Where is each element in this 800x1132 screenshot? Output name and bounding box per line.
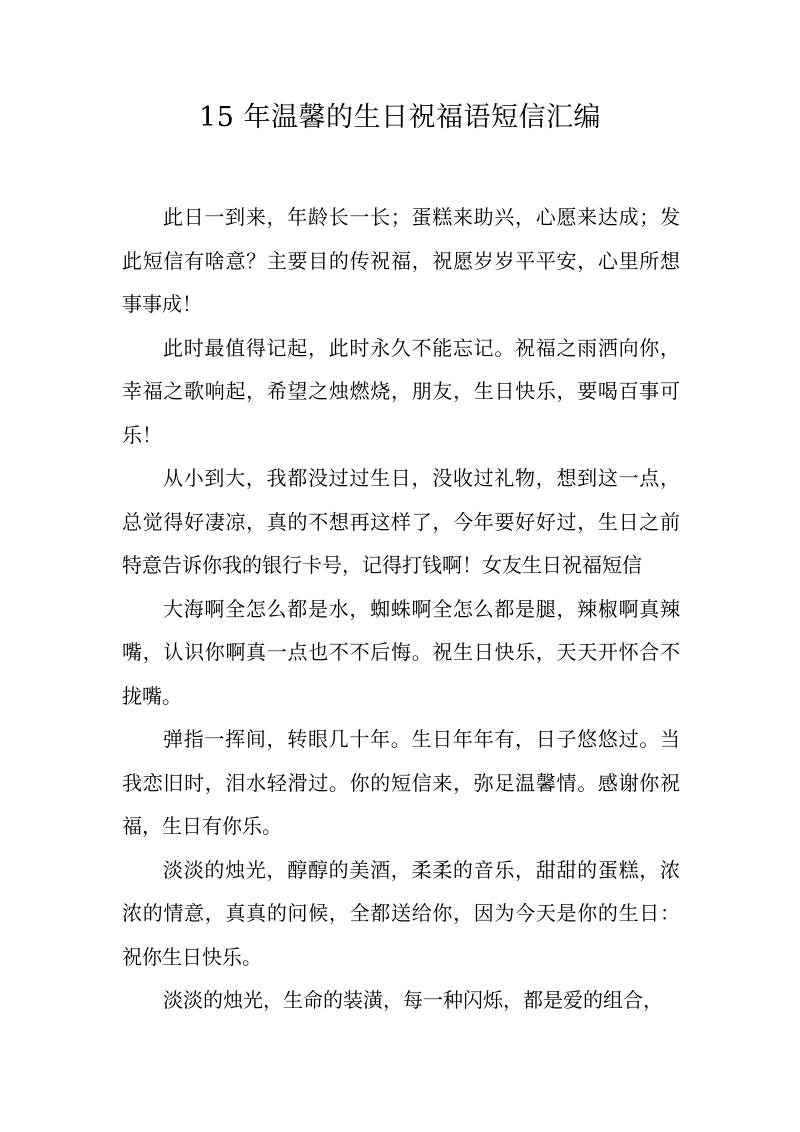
paragraph-2: 此时最值得记起，此时永久不能忘记。祝福之雨洒向你，幸福之歌响起，希望之烛燃烧，朋友，生日快乐，要喝百事可乐！	[122, 335, 680, 447]
paragraph-3: 从小到大，我都没过过生日，没收过礼物，想到这一点，总觉得好凄凉，真的不想再这样了，今年要好好过，生日之前特意告诉你我的银行卡号，记得打钱啊！女友生日祝福短信	[122, 466, 680, 577]
paragraph-5: 弹指一挥间，转眼几十年。生日年年有，日子悠悠过。当我恋旧时，泪水轻滑过。你的短信来，弥足温馨情。感谢你祝福，生日有你乐。	[122, 727, 680, 838]
paragraph-6: 淡淡的烛光，醇醇的美酒，柔柔的音乐，甜甜的蛋糕，浓浓的情意，真真的问候，全都送给你，因为今天是你的生日：祝你生日快乐。	[122, 857, 680, 969]
paragraph-4: 大海啊全怎么都是水，蜘蛛啊全怎么都是腿，辣椒啊真辣嘴，认识你啊真一点也不不后悔。祝生日快乐，天天开怀合不拢嘴。	[122, 596, 680, 708]
page-title: 15 年温馨的生日祝福语短信汇编	[199, 102, 601, 133]
document-body	[122, 196, 680, 1023]
paragraph-7: 淡淡的烛光，生命的装潢，每一种闪烁，都是爱的组合，	[163, 988, 663, 1012]
paragraph-1: 此日一到来，年龄长一长；蛋糕来助兴，心愿来达成；发此短信有啥意？主要目的传祝福，祝愿岁岁平平安，心里所想事事成！	[122, 205, 680, 316]
